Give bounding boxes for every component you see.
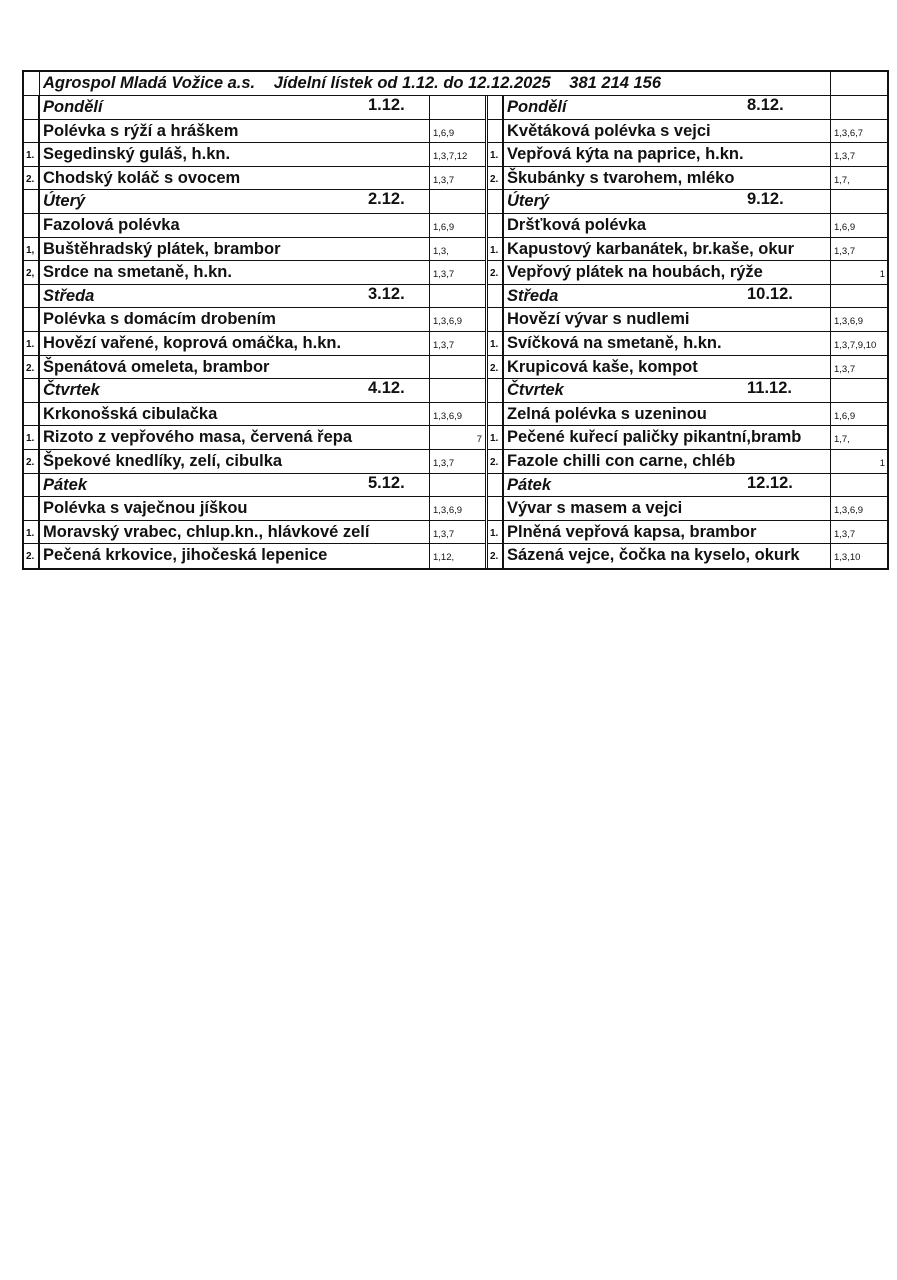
meal-number: 1, xyxy=(24,238,40,261)
soup-row xyxy=(24,120,485,144)
meal-allergens: 1 xyxy=(879,457,885,469)
meal-row xyxy=(488,332,888,356)
meal-number: 2. xyxy=(488,544,504,568)
day-name: Pátek xyxy=(507,475,552,494)
day-row xyxy=(24,474,485,498)
soup-allergens: 1,6,9 xyxy=(834,221,856,233)
allergen-cell xyxy=(831,285,888,308)
row-number-cell xyxy=(488,497,504,520)
day-row xyxy=(488,190,888,214)
day-name: Pátek xyxy=(43,475,88,494)
soup-name: Polévka s domácím drobením xyxy=(40,308,430,331)
meal-number: 2. xyxy=(24,450,40,473)
row-number-cell xyxy=(24,120,40,143)
meal-number: 1. xyxy=(24,521,40,544)
meal-name: Buštěhradský plátek, brambor xyxy=(40,238,430,261)
meal-name: Hovězí vařené, koprová omáčka, h.kn. xyxy=(40,332,430,355)
meal-name: Svíčková na smetaně, h.kn. xyxy=(504,332,831,355)
meal-row xyxy=(488,450,888,474)
day-date: 10.12. xyxy=(747,284,793,303)
meal-row xyxy=(24,261,485,285)
day-row xyxy=(488,285,888,309)
allergen-cell xyxy=(430,285,485,308)
day-name: Středa xyxy=(507,286,559,305)
row-number-cell xyxy=(488,308,504,331)
row-number-cell xyxy=(24,474,40,497)
day-name-cell xyxy=(40,285,430,308)
meal-row xyxy=(488,426,888,450)
day-name-cell xyxy=(40,96,430,119)
meal-row xyxy=(24,356,485,380)
meal-name: Špekové knedlíky, zelí, cibulka xyxy=(40,450,430,473)
day-name: Čtvrtek xyxy=(507,381,564,400)
day-name-cell xyxy=(504,96,831,119)
soup-name: Polévka s vaječnou jíškou xyxy=(40,497,430,520)
meal-row xyxy=(24,332,485,356)
meal-row xyxy=(24,521,485,545)
meal-row xyxy=(488,261,888,285)
meal-name: Pečená krkovice, jihočeská lepenice xyxy=(40,544,430,568)
soup-allergens: 1,6,9 xyxy=(834,410,856,422)
soup-name: Fazolová polévka xyxy=(40,214,430,237)
meal-row xyxy=(24,167,485,191)
meal-number: 1. xyxy=(24,143,40,166)
soup-allergens: 1,6,9 xyxy=(433,127,455,139)
meal-name: Pečené kuřecí paličky pikantní,bramb xyxy=(504,426,831,449)
meal-allergens: 1,3,7 xyxy=(834,363,856,375)
day-name-cell xyxy=(40,474,430,497)
day-name: Pondělí xyxy=(507,98,567,116)
week-2-column xyxy=(487,96,888,568)
meal-number: 1. xyxy=(24,426,40,449)
row-number-cell xyxy=(24,190,40,213)
meal-name: Vepřový plátek na houbách, rýže xyxy=(504,261,831,284)
day-date: 9.12. xyxy=(747,190,784,209)
day-name-cell xyxy=(504,285,831,308)
allergen-cell xyxy=(430,96,485,119)
meal-allergens: 1,3,7 xyxy=(834,151,856,163)
row-number-cell xyxy=(488,379,504,402)
meal-name: Chodský koláč s ovocem xyxy=(40,167,430,190)
meal-row xyxy=(488,356,888,380)
meal-allergens: 1,3,7 xyxy=(433,174,455,186)
meal-number: 1. xyxy=(488,521,504,544)
soup-name: Dršťková polévka xyxy=(504,214,831,237)
meal-name: Škubánky s tvarohem, mléko xyxy=(504,167,831,190)
meal-allergens: 7 xyxy=(476,434,482,446)
soup-row xyxy=(488,120,888,144)
row-number-cell xyxy=(24,379,40,402)
row-number-cell xyxy=(488,474,504,497)
meal-allergens: 1 xyxy=(879,269,885,281)
allergen-cell xyxy=(831,474,888,497)
day-date: 11.12. xyxy=(747,379,792,398)
day-date: 8.12. xyxy=(747,96,784,114)
meal-allergens: 1,3,7,9,10 xyxy=(834,339,877,351)
row-number-cell xyxy=(24,403,40,426)
menu-title xyxy=(40,72,831,95)
day-name: Čtvrtek xyxy=(43,381,100,400)
meal-number: 1. xyxy=(488,426,504,449)
day-name-cell xyxy=(504,379,831,402)
soup-allergens: 1,3,6,9 xyxy=(834,505,864,517)
row-number-cell xyxy=(488,214,504,237)
soup-allergens: 1,3,6,7 xyxy=(834,127,864,139)
menu-table xyxy=(22,70,889,570)
row-number-cell xyxy=(24,308,40,331)
meal-number: 2. xyxy=(24,544,40,568)
day-date: 12.12. xyxy=(747,473,793,492)
day-row xyxy=(488,474,888,498)
row-number-cell xyxy=(488,403,504,426)
soup-name: Krkonošská cibulačka xyxy=(40,403,430,426)
meal-allergens: 1,3,7 xyxy=(433,339,455,351)
day-row xyxy=(488,379,888,403)
meal-allergens: 1,3,7 xyxy=(433,269,455,281)
meal-name: Fazole chilli con carne, chléb xyxy=(504,450,831,473)
meal-number: 1. xyxy=(488,143,504,166)
day-name: Úterý xyxy=(507,192,550,211)
allergen-cell xyxy=(831,379,888,402)
day-date: 2.12. xyxy=(368,190,405,209)
meal-row xyxy=(24,450,485,474)
meal-name: Sázená vejce, čočka na kyselo, okurk xyxy=(504,544,831,568)
meal-number: 2. xyxy=(488,450,504,473)
row-number-cell xyxy=(24,96,40,119)
meal-number: 2, xyxy=(24,261,40,284)
row-number-cell xyxy=(488,120,504,143)
week-1-column xyxy=(24,96,486,568)
day-date: 3.12. xyxy=(368,284,405,303)
soup-row xyxy=(24,403,485,427)
day-name-cell xyxy=(40,379,430,402)
soup-allergens: 1,6,9 xyxy=(433,221,455,233)
soup-allergens: 1,3,6,9 xyxy=(433,505,463,517)
meal-row xyxy=(488,143,888,167)
meal-row xyxy=(488,544,888,568)
day-row xyxy=(24,190,485,214)
meal-allergens xyxy=(430,356,485,379)
header-allergen-cell xyxy=(831,72,887,95)
meal-number: 2. xyxy=(24,356,40,379)
meal-number: 1. xyxy=(488,238,504,261)
day-row xyxy=(24,96,485,120)
meal-allergens: 1,7, xyxy=(834,174,850,186)
meal-allergens: 1,3,7 xyxy=(433,457,455,469)
soup-row xyxy=(488,497,888,521)
allergen-cell xyxy=(831,96,888,119)
day-name-cell xyxy=(40,190,430,213)
day-name-cell xyxy=(504,190,831,213)
day-row xyxy=(488,96,888,120)
meal-number: 2. xyxy=(24,167,40,190)
soup-row xyxy=(24,214,485,238)
soup-name: Vývar s masem a vejci xyxy=(504,497,831,520)
menu-header-row xyxy=(24,72,887,96)
soup-row xyxy=(24,308,485,332)
row-number-cell xyxy=(488,285,504,308)
meal-allergens: 1,7, xyxy=(834,434,850,446)
day-name: Středa xyxy=(43,286,95,305)
soup-row xyxy=(488,308,888,332)
meal-row xyxy=(488,521,888,545)
header-number-cell xyxy=(24,72,40,95)
soup-row xyxy=(488,403,888,427)
row-number-cell xyxy=(24,214,40,237)
soup-row xyxy=(24,497,485,521)
day-row xyxy=(24,285,485,309)
soup-name: Zelná polévka s uzeninou xyxy=(504,403,831,426)
menu-period: Jídelní lístek od 1.12. do 12.12.2025 xyxy=(273,74,551,92)
meal-allergens: 1,3,7,12 xyxy=(433,151,468,163)
meal-name: Špenátová omeleta, brambor xyxy=(40,356,430,379)
soup-name: Květáková polévka s vejci xyxy=(504,120,831,143)
meal-name: Srdce na smetaně, h.kn. xyxy=(40,261,430,284)
meal-number: 1. xyxy=(24,332,40,355)
day-name-cell xyxy=(504,474,831,497)
row-number-cell xyxy=(488,190,504,213)
allergen-cell xyxy=(430,190,485,213)
phone-number: 381 214 156 xyxy=(569,74,662,92)
soup-name: Polévka s rýží a hráškem xyxy=(40,120,430,143)
meal-allergens: 1,3,7 xyxy=(834,528,856,540)
soup-allergens: 1,3,6,9 xyxy=(433,316,463,328)
day-date: 1.12. xyxy=(368,96,405,114)
meal-name: Krupicová kaše, kompot xyxy=(504,356,831,379)
meal-number: 1. xyxy=(488,332,504,355)
day-name: Úterý xyxy=(43,192,86,211)
allergen-cell xyxy=(430,379,485,402)
soup-name: Hovězí vývar s nudlemi xyxy=(504,308,831,331)
soup-row xyxy=(488,214,888,238)
soup-allergens: 1,3,6,9 xyxy=(834,316,864,328)
meal-row xyxy=(24,544,485,568)
meal-allergens: 1,3,7 xyxy=(834,245,856,257)
meal-name: Vepřová kýta na paprice, h.kn. xyxy=(504,143,831,166)
row-number-cell xyxy=(488,96,504,119)
company-name: Agrospol Mladá Vožice a.s. xyxy=(43,74,256,92)
row-number-cell xyxy=(24,285,40,308)
meal-row xyxy=(488,167,888,191)
meal-row xyxy=(24,238,485,262)
meal-name: Plněná vepřová kapsa, brambor xyxy=(504,521,831,544)
meal-row xyxy=(24,143,485,167)
day-row xyxy=(24,379,485,403)
meal-name: Rizoto z vepřového masa, červená řepa xyxy=(40,426,430,449)
allergen-cell xyxy=(430,474,485,497)
meal-allergens: 1,3,10 xyxy=(834,552,861,564)
meal-number: 2. xyxy=(488,261,504,284)
meal-number: 2. xyxy=(488,167,504,190)
meal-row xyxy=(24,426,485,450)
meal-allergens: 1,3, xyxy=(433,245,449,257)
day-date: 5.12. xyxy=(368,473,405,492)
meal-name: Moravský vrabec, chlup.kn., hlávkové zelí xyxy=(40,521,430,544)
soup-allergens: 1,3,6,9 xyxy=(433,410,463,422)
meal-row xyxy=(488,238,888,262)
allergen-cell xyxy=(831,190,888,213)
meal-allergens: 1,12, xyxy=(433,552,455,564)
row-number-cell xyxy=(24,497,40,520)
meal-number: 2. xyxy=(488,356,504,379)
meal-name: Kapustový karbanátek, br.kaše, okur xyxy=(504,238,831,261)
meal-name: Segedinský guláš, h.kn. xyxy=(40,143,430,166)
meal-allergens: 1,3,7 xyxy=(433,528,455,540)
day-date: 4.12. xyxy=(368,379,405,398)
day-name: Pondělí xyxy=(43,98,103,116)
